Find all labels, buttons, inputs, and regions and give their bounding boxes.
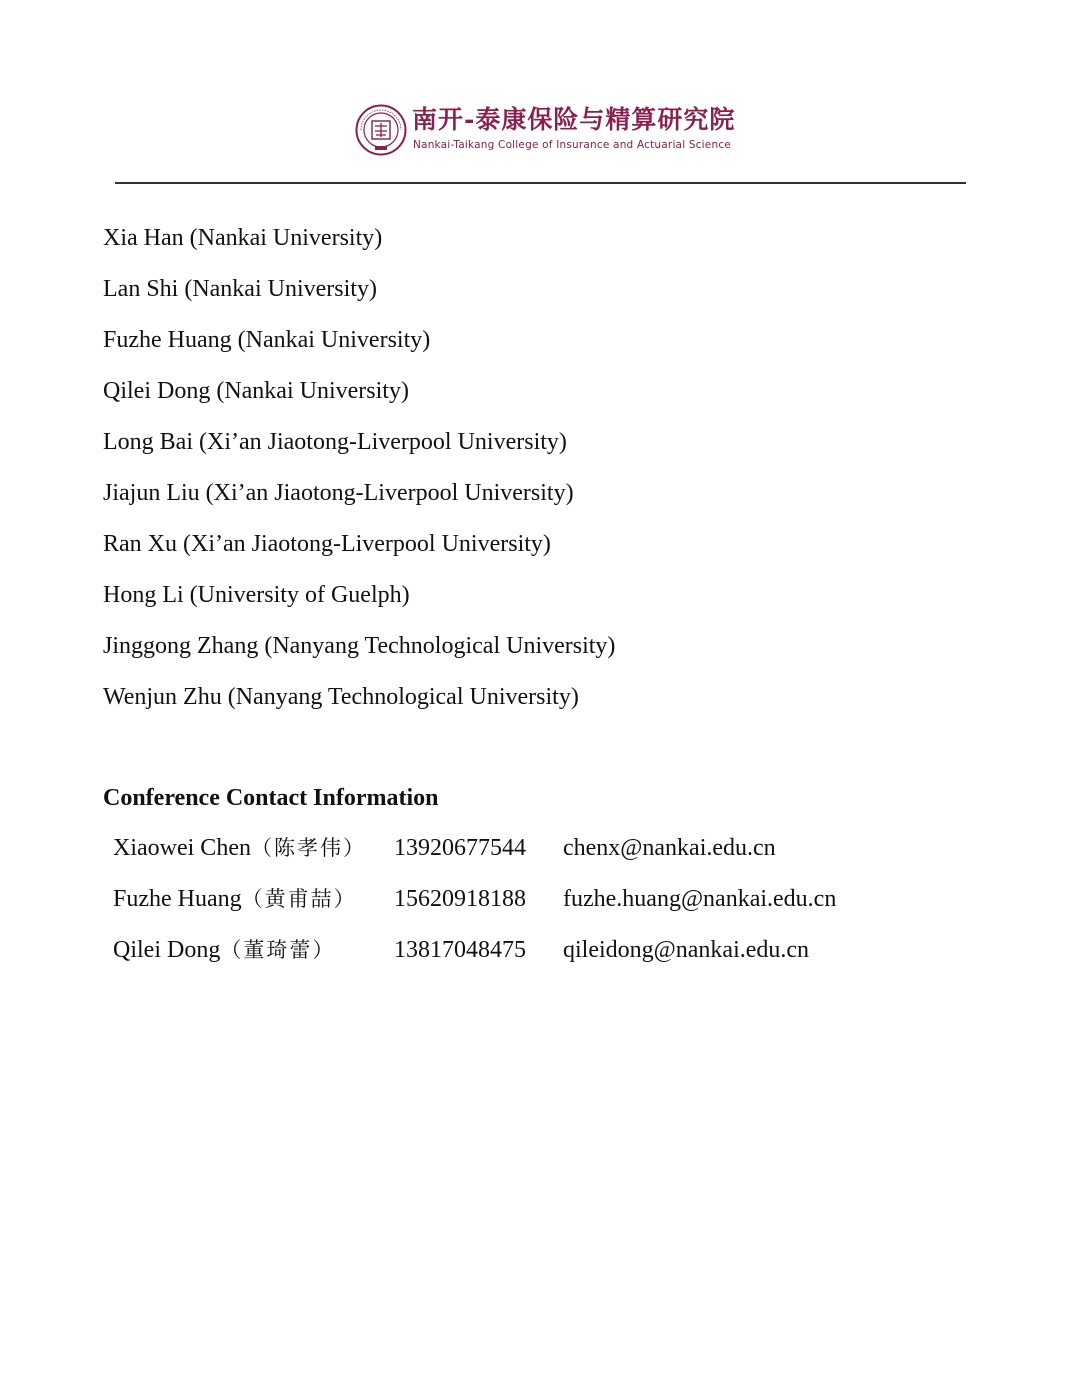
contact-name: [113, 830, 366, 866]
committee-member: Xia Han (Nankai University): [103, 225, 383, 251]
contact-name-en: Fuzhe Huang: [113, 886, 242, 912]
committee-member: Ran Xu (Xi’an Jiaotong-Liverpool University): [103, 531, 551, 557]
contact-name-cn: （董琦蕾）: [220, 938, 336, 962]
committee-member: Jinggong Zhang (Nanyang Technological University): [103, 633, 616, 659]
contact-name-en: Xiaowei Chen: [113, 835, 251, 861]
contact-phone: 13817048475: [394, 937, 526, 963]
committee-member: Long Bai (Xi’an Jiaotong-Liverpool University): [103, 429, 567, 455]
committee-list: [103, 220, 615, 730]
committee-member: Fuzhe Huang (Nankai University): [103, 327, 431, 353]
committee-member: Wenjun Zhu (Nanyang Technological University): [103, 684, 579, 710]
page-header: [0, 98, 1080, 162]
college-name-en: Nankai-Taikang College of Insurance and Actuarial Science: [413, 139, 731, 151]
college-name-cn: 南开-泰康保险与精算研究院: [412, 105, 736, 134]
committee-member: Lan Shi (Nankai University): [103, 276, 377, 302]
contact-name-cn: （陈孝伟）: [250, 836, 366, 860]
contact-email: qileidong@nankai.edu.cn: [563, 937, 810, 963]
contact-email: fuzhe.huang@nankai.edu.cn: [563, 886, 837, 912]
contact-name: [113, 932, 335, 968]
contact-email: chenx@nankai.edu.cn: [563, 835, 776, 861]
contact-heading: Conference Contact Information: [103, 785, 439, 811]
contact-phone: 13920677544: [394, 835, 526, 861]
nankai-university-seal-icon: [355, 104, 407, 156]
contact-name-en: Qilei Dong: [113, 937, 221, 963]
contact-name: [113, 881, 357, 917]
contact-name-cn: （黄甫喆）: [241, 887, 357, 911]
header-divider: [115, 182, 966, 184]
committee-member: Qilei Dong (Nankai University): [103, 378, 409, 404]
committee-member: Hong Li (University of Guelph): [103, 582, 410, 608]
contact-phone: 15620918188: [394, 886, 526, 912]
committee-member: Jiajun Liu (Xi’an Jiaotong-Liverpool University): [103, 480, 574, 506]
